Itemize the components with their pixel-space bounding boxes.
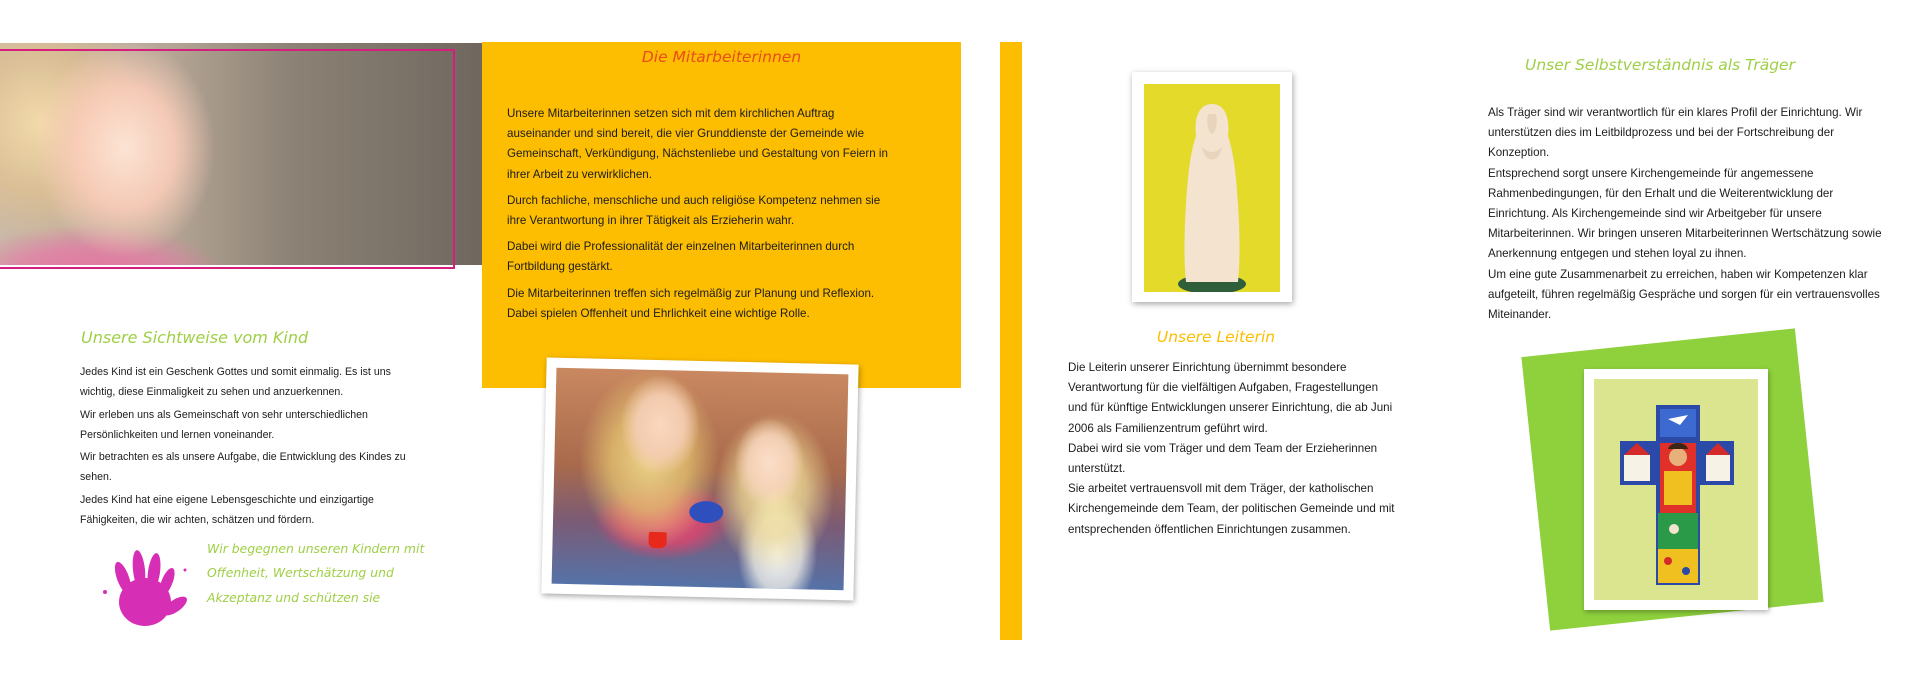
painted-cross-photo — [1594, 379, 1758, 600]
paragraph: Jedes Kind hat eine eigene Lebensgeschichte und einzigartige Fähigkeiten, die wir achten, schätzen und fördern. — [80, 493, 374, 527]
paragraph: Dabei wird sie vom Träger und dem Team der Erzieherinnen unterstützt. — [1068, 441, 1378, 476]
leiterin-text — [1068, 358, 1398, 540]
section-title-leiterin: Unsere Leiterin — [1156, 328, 1276, 346]
cross-photo-frame — [1584, 369, 1768, 610]
quote-text — [207, 537, 437, 610]
sichtweise-text — [80, 362, 420, 532]
cup-shape — [648, 532, 666, 548]
madonna-figure-icon — [1144, 84, 1280, 292]
paragraph: Wir betrachten es als unsere Aufgabe, die Entwicklung des Kindes zu sehen. — [80, 451, 406, 484]
paragraph: Jedes Kind ist ein Geschenk Gottes und somit einmalig. Es ist uns wichtig, diese Einmaligkeit zu sehen und anzuerkennen. — [80, 366, 391, 399]
section-title-traeger: Unser Selbstverständnis als Träger — [1525, 56, 1795, 74]
paragraph: Wir erleben uns als Gemeinschaft von sehr unterschiedlichen Persönlichkeiten und lernen voneinander. — [80, 408, 368, 441]
center-divider-bar — [1000, 42, 1022, 640]
paragraph: Unsere Mitarbeiterinnen setzen sich mit dem kirchlichen Auftrag auseinander und sind bereit, die vier Grunddienste der Gemeinde wie Gemeinschaft, Verkündigung, Nächstenliebe und Gestaltung von Feiern in ihrer Arbeit zu verwirklichen. — [507, 107, 888, 181]
photo-frame-line — [0, 49, 455, 269]
paragraph: Dabei wird die Professionalität der einzelnen Mitarbeiterinnen durch Fortbildung gestärkt. — [507, 240, 855, 274]
madonna-photo-frame — [1132, 72, 1292, 302]
painted-cross-icon — [1594, 379, 1758, 600]
traeger-text — [1488, 103, 1888, 325]
paragraph: Die Leiterin unserer Einrichtung übernimmt besondere Verantwortung für die vielfältigen Aufgaben, Fragestellungen und für künftige Entwicklungen unserer Einrichtung, die ab Juni 2006 als Familienzentrum geführt wird. — [1068, 361, 1393, 435]
paragraph: Die Mitarbeiterinnen treffen sich regelmäßig zur Planung und Reflexion. Dabei spielen Offenheit und Ehrlichkeit eine wichtige Rolle. — [507, 286, 875, 320]
mitarbeiterinnen-text — [507, 104, 897, 330]
quote-line: Wir begegnen unseren Kindern mit — [207, 541, 425, 556]
madonna-figure-photo — [1144, 84, 1280, 292]
paragraph: Sie arbeitet vertrauensvoll mit dem Träger, der katholischen Kirchengemeinde dem Team, der politischen Gemeinde und mit entsprechenden öffentlichen Einrichtungen zusammen. — [1068, 482, 1395, 536]
paragraph: Entsprechend sorgt unsere Kirchengemeinde für angemessene Rahmenbedingungen, für den Erhalt und die Weiterentwicklung der Einrichtung. Als Kirchengemeinde sind wir Arbeitgeber für unsere Mitarbeiterinnen. Wir bringen unseren Mitarbeiterinnen Wertschätzung sowie Anerkennung entgegen und stehen loyal zu ihnen. — [1488, 166, 1882, 261]
section-title-mitarbeiterinnen: Die Mitarbeiterinnen — [641, 48, 802, 66]
teacher-child-photo-frame — [541, 357, 858, 600]
teapot-shape — [689, 501, 723, 524]
quote-line: Offenheit, Wertschätzung und — [207, 565, 394, 581]
paragraph: Als Träger sind wir verantwortlich für ein klares Profil der Einrichtung. Wir unterstützen dies im Leitbildprozess und bei der Fortschreibung der Konzeption. — [1488, 106, 1863, 160]
paragraph: Durch fachliche, menschliche und auch religiöse Kompetenz nehmen sie ihre Verantwortung in ihrer Tätigkeit als Erzieherin wahr. — [507, 193, 881, 228]
quote-line: Akzeptanz und schützen sie — [207, 589, 381, 605]
teacher-child-photo — [552, 368, 849, 591]
section-title-sichtweise: Unsere Sichtweise vom Kind — [81, 328, 309, 347]
handprint-icon — [95, 540, 195, 640]
paragraph: Um eine gute Zusammenarbeit zu erreichen, haben wir Kompetenzen klar aufgeteilt, führen regelmäßig Gespräche und sorgen für ein vertrauensvolles Miteinander. — [1488, 267, 1880, 322]
